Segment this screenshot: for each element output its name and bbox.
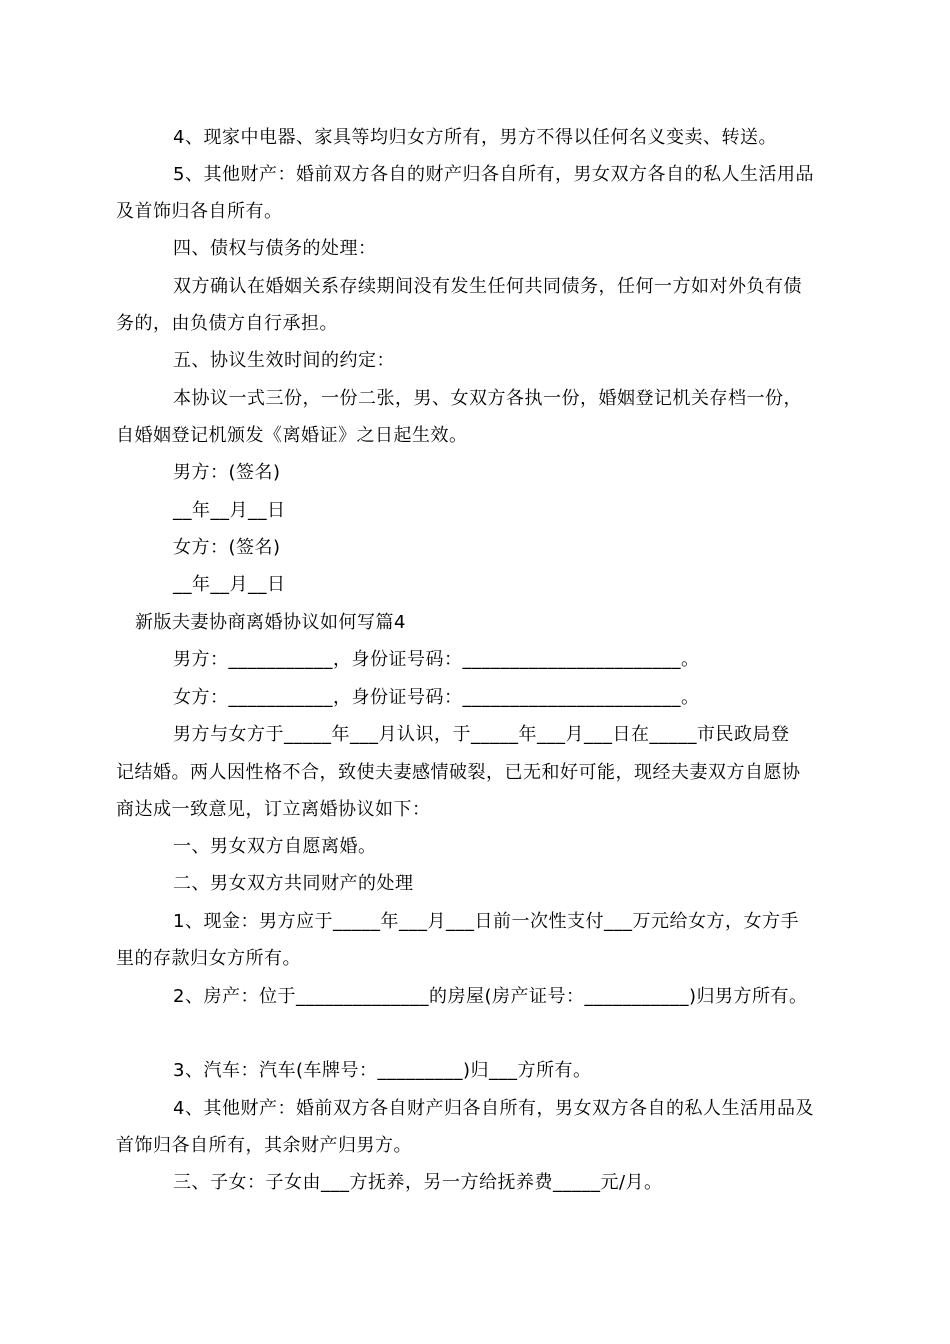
- clause-other-property-cont: 及首饰归各自所有。: [116, 201, 283, 222]
- marriage-history-cont-1: 记结婚。两人因性格不合，致使夫妻感情破裂，已无和好可能，现经夫妻双方自愿协: [116, 762, 801, 783]
- clause-cash: 1、现金：男方应于_____年___月___日前一次性支付___万元给女方，女方手: [173, 911, 799, 932]
- female-id-line: 女方：___________，身份证号码：_______________________。: [173, 687, 700, 708]
- clause-debts: 双方确认在婚姻关系存续期间没有发生任何共同债务，任何一方如对外负有债: [173, 276, 802, 297]
- clause-other-property: 5、其他财产：婚前双方各自的财产归各自所有，男女双方各自的私人生活用品: [173, 164, 814, 185]
- clause-effective: 本协议一式三份，一份二张，男、女双方各执一份，婚姻登记机关存档一份，: [173, 388, 802, 409]
- clause-other-assets: 4、其他财产：婚前双方各自财产归各自所有，男女双方各自的私人生活用品及: [173, 1098, 814, 1119]
- clause-debts-cont: 务的，由负债方自行承担。: [116, 313, 338, 334]
- clause-appliances: 4、现家中电器、家具等均归女方所有，男方不得以任何名义变卖、转送。: [173, 127, 777, 148]
- signature-male: 男方：(签名): [173, 462, 281, 483]
- clause-house: 2、房产：位于______________的房屋(房产证号：___________)归男方所有。: [173, 986, 808, 1007]
- clause-children: 三、子女：子女由___方抚养，另一方给抚养费_____元/月。: [173, 1172, 663, 1193]
- clause-effective-cont: 自婚姻登记机颁发《离婚证》之日起生效。: [116, 425, 468, 446]
- date-female: __年__月__日: [173, 574, 286, 595]
- male-id-line: 男方：___________，身份证号码：_______________________。: [173, 649, 700, 670]
- heading-effective: 五、协议生效时间的约定：: [173, 350, 395, 371]
- clause-cash-cont: 里的存款归女方所有。: [116, 948, 301, 969]
- date-male: __年__月__日: [173, 500, 286, 521]
- signature-female: 女方：(签名): [173, 537, 281, 558]
- heading-joint-property: 二、男女双方共同财产的处理: [173, 873, 414, 894]
- section-title: 新版夫妻协商离婚协议如何写篇4: [135, 612, 406, 633]
- clause-car: 3、汽车：汽车(车牌号：_________)归___方所有。: [173, 1060, 592, 1081]
- heading-debts: 四、债权与债务的处理：: [173, 238, 377, 259]
- marriage-history: 男方与女方于_____年___月认识，于_____年___月___日在_____市民政局登: [173, 724, 790, 745]
- clause-other-assets-cont: 首饰归各自所有，其余财产归男方。: [116, 1135, 412, 1156]
- marriage-history-cont-2: 商达成一致意见，订立离婚协议如下：: [116, 799, 431, 820]
- clause-divorce: 一、男女双方自愿离婚。: [173, 836, 377, 857]
